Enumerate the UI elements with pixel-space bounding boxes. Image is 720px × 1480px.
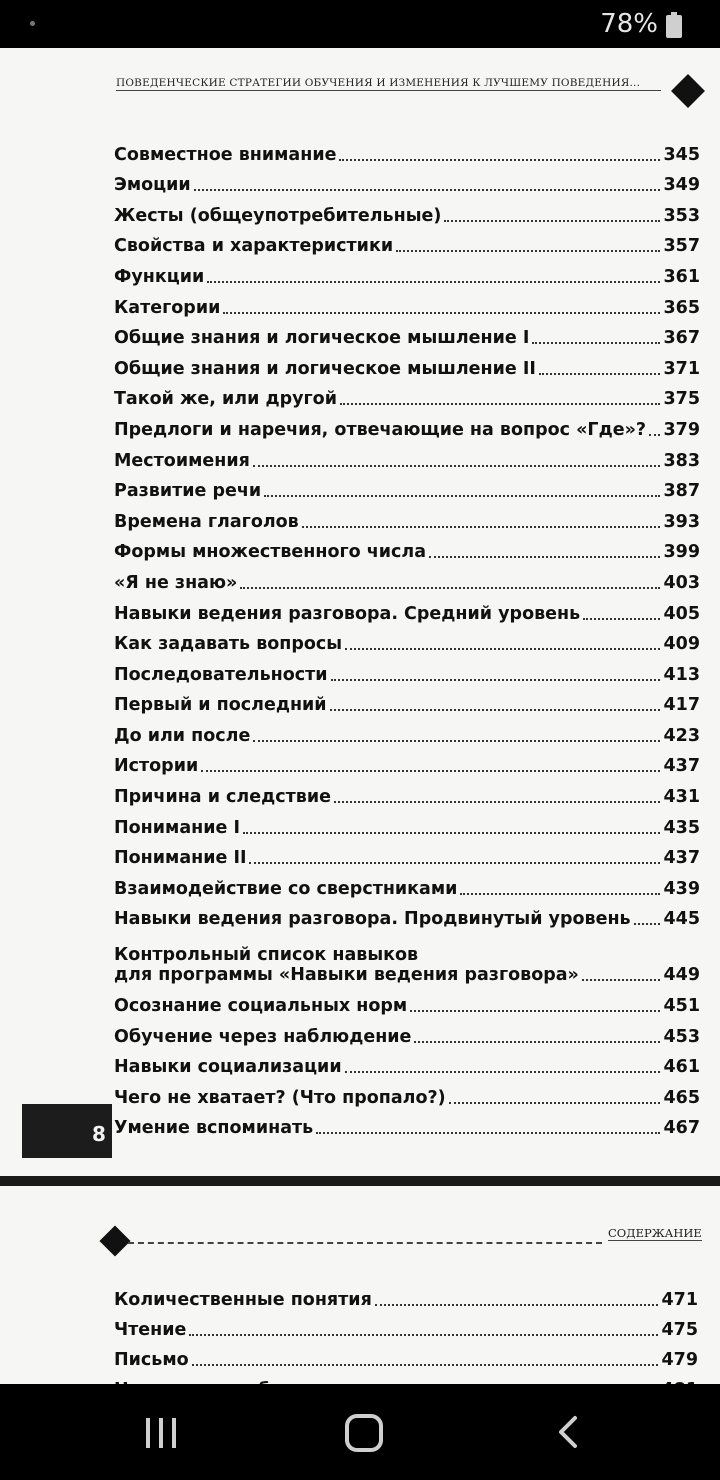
toc-entry-title (114, 389, 337, 409)
dot-leader (201, 770, 660, 772)
toc-entry (114, 1340, 698, 1370)
toc-entry-title-line1: Количественные понятия (114, 1290, 372, 1310)
dot-leader (414, 1041, 660, 1043)
diamond-ornament-icon (671, 74, 705, 108)
toc-entry (114, 1108, 700, 1139)
toc-entry-title (114, 909, 631, 929)
dot-leader (189, 1334, 658, 1336)
toc-entry-title-line1: Эмоции (114, 175, 191, 196)
toc-entry (114, 838, 700, 869)
toc-entry-title-line1: Совместное внимание (114, 144, 337, 165)
toc-entry-title-line1: Как задавать вопросы (114, 634, 343, 655)
dot-leader (649, 434, 660, 436)
book-page-8 (0, 48, 720, 1176)
toc-entry-page: 409 (663, 634, 700, 655)
toc-entry-title-line1: Обучение через наблюдение (114, 1026, 412, 1047)
toc-entry (114, 195, 700, 226)
toc-entry-page: 465 (663, 1087, 700, 1108)
toc-entry-title-line1: Умение вспоминать (114, 1118, 314, 1139)
toc-entry-page: 349 (663, 175, 700, 196)
running-head: СОДЕРЖАНИЕ (608, 1226, 702, 1240)
toc-entry (114, 929, 700, 985)
toc-entry-page: 437 (663, 756, 700, 777)
toc-entry-page: 361 (663, 266, 700, 287)
toc-entry-page: 399 (663, 542, 700, 563)
toc-entry-title-line1: Свойства и характеристики (114, 236, 394, 257)
toc-entry-page: 437 (663, 848, 700, 869)
recent-apps-icon[interactable] (146, 1418, 178, 1448)
dot-leader (396, 250, 660, 252)
table-of-contents (114, 134, 700, 1138)
toc-entry-page: 451 (663, 996, 700, 1017)
dot-leader (444, 220, 660, 222)
toc-entry (114, 899, 700, 930)
toc-entry (114, 440, 700, 471)
toc-entry-title (114, 879, 457, 899)
toc-entry-title-line1: Функции (114, 266, 205, 287)
toc-entry-title (114, 726, 250, 746)
toc-entry (114, 379, 700, 410)
dot-leader (460, 893, 660, 895)
toc-entry (114, 807, 700, 838)
dot-leader (582, 979, 661, 981)
toc-entry-page: 379 (663, 419, 700, 440)
dot-leader (340, 403, 661, 405)
toc-entry-page: 371 (663, 358, 700, 379)
toc-entry (114, 746, 700, 777)
toc-entry-title (114, 573, 237, 593)
toc-entry-title (114, 756, 198, 776)
dot-leader (243, 832, 661, 834)
dot-leader (223, 312, 660, 314)
toc-entry-title (114, 175, 191, 195)
toc-entry (114, 1016, 700, 1047)
toc-entry (114, 532, 700, 563)
dot-leader (375, 1304, 659, 1306)
page-number-tab (22, 1104, 112, 1158)
toc-entry-page: 393 (663, 511, 700, 532)
toc-entry-title-line1: Первый и последний (114, 695, 327, 716)
toc-entry (114, 256, 700, 287)
dot-leader (583, 618, 660, 620)
toc-entry-title (114, 1350, 189, 1370)
back-icon[interactable] (555, 1416, 581, 1448)
toc-entry-page: 375 (663, 389, 700, 410)
toc-entry-title (114, 451, 250, 471)
toc-entry (114, 287, 700, 318)
toc-entry-title-line1: Контрольный список навыков (114, 945, 419, 966)
toc-entry-title (114, 787, 331, 807)
toc-entry (114, 715, 700, 746)
header-rule (128, 1242, 602, 1244)
book-page-9 (0, 1186, 720, 1384)
toc-entry-title (114, 1118, 313, 1138)
toc-entry-title-line1: «Я не знаю» (114, 572, 238, 593)
toc-entry-title-line1: Навыки ведения разговора. Продвинутый уровень (114, 909, 631, 930)
toc-entry-page: 403 (663, 572, 700, 593)
dot-leader (532, 342, 660, 344)
toc-entry-page: 479 (661, 1350, 698, 1370)
home-icon[interactable] (345, 1414, 383, 1452)
dot-leader (429, 556, 660, 558)
toc-entry (114, 562, 700, 593)
toc-entry (114, 471, 700, 502)
toc-entry-title-line1: Времена глаголов (114, 511, 299, 532)
toc-entry-page: 439 (663, 878, 700, 899)
dot-leader (253, 740, 660, 742)
toc-entry-title (114, 1088, 446, 1108)
dot-leader (207, 281, 660, 283)
toc-entry-title-line1: Местоимения (114, 450, 250, 471)
toc-entry (114, 685, 700, 716)
toc-entry-page: 431 (663, 787, 700, 808)
toc-entry-page: 475 (661, 1320, 698, 1340)
dot-leader (410, 1010, 660, 1012)
toc-entry (114, 868, 700, 899)
toc-entry-title-line1: Понимание II (114, 848, 247, 869)
toc-entry (114, 624, 700, 655)
toc-entry-page: 445 (663, 909, 700, 930)
toc-entry-title (114, 267, 204, 287)
dot-leader (539, 373, 661, 375)
toc-entry-page: 357 (663, 236, 700, 257)
toc-entry-title (114, 328, 529, 348)
toc-entry-title (114, 512, 299, 532)
toc-entry (114, 165, 700, 196)
toc-entry-title-line1: Истории (114, 756, 199, 777)
toc-entry-page: 345 (663, 144, 700, 165)
toc-entry (114, 348, 700, 379)
toc-entry-page: 435 (663, 817, 700, 838)
battery-percentage: 78% (600, 9, 658, 39)
battery-icon (666, 12, 682, 38)
toc-entry-page: 423 (663, 725, 700, 746)
toc-entry-page: 365 (663, 297, 700, 318)
toc-entry-title (114, 695, 327, 715)
dot-leader (240, 587, 660, 589)
toc-entry-page: 413 (663, 664, 700, 685)
dot-leader (331, 679, 661, 681)
toc-entry (114, 1280, 698, 1310)
toc-entry-page: 449 (663, 965, 700, 986)
toc-entry-title-line1: До или после (114, 725, 251, 746)
toc-entry-title (114, 1057, 342, 1077)
toc-entry-title (114, 848, 246, 868)
toc-entry (114, 985, 700, 1016)
toc-entry-title-line1: Общие знания и логическое мышление I (114, 328, 530, 349)
toc-entry-page: 471 (661, 1290, 698, 1310)
status-bar (0, 0, 720, 48)
toc-entry-title (114, 420, 646, 440)
toc-entry-title-line1: Такой же, или другой (114, 389, 337, 410)
diamond-ornament-icon (99, 1225, 130, 1256)
toc-entry-title (114, 236, 393, 256)
toc-entry-title-line1: Навыки социализации (114, 1057, 342, 1078)
toc-entry-page: 383 (663, 450, 700, 471)
toc-entry-page: 367 (663, 328, 700, 349)
dot-leader (449, 1102, 661, 1104)
toc-entry-title (114, 1320, 186, 1340)
dot-leader (249, 862, 660, 864)
toc-entry-title-line1: Понимание I (114, 817, 240, 838)
toc-entry-title (114, 542, 426, 562)
dot-leader (253, 465, 661, 467)
toc-entry-title (114, 359, 536, 379)
toc-entry-title (114, 945, 579, 985)
navigation-bar (0, 1384, 720, 1480)
toc-entry-title-line2: для программы «Навыки ведения разговора» (114, 965, 579, 986)
toc-entry (114, 226, 700, 257)
toc-entry-title (114, 298, 220, 318)
toc-entry (114, 134, 700, 165)
toc-entry-page: 461 (663, 1057, 700, 1078)
dot-leader (345, 1071, 661, 1073)
dot-leader (194, 189, 661, 191)
dot-leader (345, 648, 660, 650)
toc-entry-page: 417 (663, 695, 700, 716)
toc-entry-title-line1: Формы множественного числа (114, 542, 427, 563)
toc-entry (114, 776, 700, 807)
toc-entry (114, 409, 700, 440)
toc-entry-title (114, 1027, 411, 1047)
toc-entry-page: 405 (663, 603, 700, 624)
toc-entry-title-line1: Развитие речи (114, 481, 262, 502)
toc-entry-title (114, 604, 580, 624)
toc-entry-title-line1: Последовательности (114, 664, 328, 685)
toc-entry-title-line1: Жесты (общеупотребительные) (114, 205, 442, 226)
dot-leader (302, 526, 661, 528)
table-of-contents (114, 1280, 698, 1400)
toc-entry-title-line1: Навыки ведения разговора. Средний уровень (114, 603, 581, 624)
toc-entry-title-line1: Общие знания и логическое мышление II (114, 358, 536, 379)
toc-entry-title-line1: Причина и следствие (114, 787, 331, 808)
toc-entry-page: 387 (663, 481, 700, 502)
toc-entry (114, 1310, 698, 1340)
dot-leader (192, 1364, 659, 1366)
toc-entry-title (114, 665, 328, 685)
toc-entry (114, 1047, 700, 1078)
toc-entry-title (114, 145, 336, 165)
dot-leader (330, 709, 661, 711)
toc-entry (114, 1077, 700, 1108)
notification-dot-icon (30, 21, 35, 26)
toc-entry-title (114, 818, 240, 838)
dot-leader (316, 1132, 660, 1134)
toc-entry-title (114, 206, 441, 226)
toc-entry-title-line1: Осознание социальных норм (114, 996, 408, 1017)
dot-leader (334, 801, 660, 803)
toc-entry-title-line1: Письмо (114, 1350, 189, 1370)
toc-entry-title (114, 481, 261, 501)
toc-entry-title-line1: Взаимодействие со сверстниками (114, 878, 458, 899)
toc-entry-title-line1: Чего не хватает? (Что пропало?) (114, 1087, 446, 1108)
toc-entry-title-line1: Предлоги и наречия, отвечающие на вопрос «Где»? (114, 419, 647, 440)
toc-entry-page: 453 (663, 1026, 700, 1047)
toc-entry-page: 467 (663, 1118, 700, 1139)
toc-entry (114, 318, 700, 349)
toc-entry (114, 654, 700, 685)
toc-entry-title-line1: Чтение (114, 1320, 187, 1340)
dot-leader (339, 159, 660, 161)
dot-leader (634, 923, 661, 925)
toc-entry-title (114, 634, 342, 654)
toc-entry-title (114, 996, 407, 1016)
running-head: ПОВЕДЕНЧЕСКИЕ СТРАТЕГИИ ОБУЧЕНИЯ И ИЗМЕНЕНИЯ К ЛУЧШЕМУ ПОВЕДЕНИЯ... (116, 77, 661, 91)
page-separator (0, 1176, 720, 1186)
toc-entry (114, 501, 700, 532)
page-number: 8 (92, 1122, 106, 1146)
toc-entry-title-line1: Категории (114, 297, 221, 318)
toc-entry-page: 353 (663, 205, 700, 226)
toc-entry-title (114, 1290, 372, 1310)
toc-entry (114, 593, 700, 624)
dot-leader (264, 495, 660, 497)
